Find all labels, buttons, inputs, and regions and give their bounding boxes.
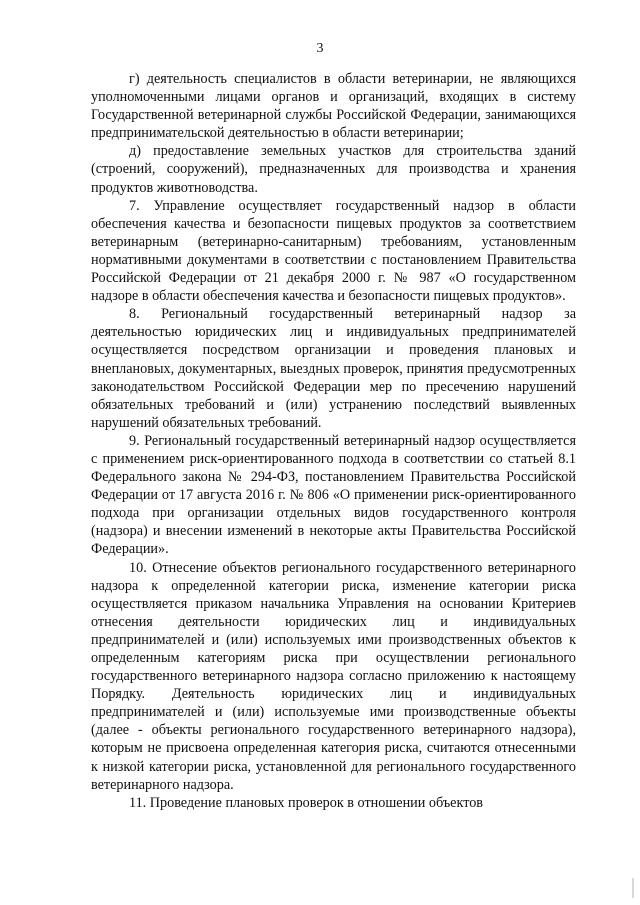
paragraph-subitem-g: г) деятельность специалистов в области ветеринарии, не являющихся уполномоченными лицами органов и организаций, входящих в систему Государственной ветеринарной службы Российской Федерации, занимающихся предпринимательской деятельностью в области ветеринарии; — [91, 71, 576, 142]
paragraph-subitem-d: д) предоставление земельных участков для строительства зданий (строений, сооружений), предназначенных для производства и хранения продуктов животноводства. — [91, 143, 576, 196]
paragraph-8: 8. Региональный государственный ветеринарный надзор за деятельностью юридических лиц и индивидуальных предпринимателей осуществляется посредством организации и проведения плановых и внеплановых, документарных, выездных проверок, принятия предусмотренных законодательством Российской Федерации мер по пресечению нарушений обязательных требований и (или) устранению последствий выявленных нарушений обязательных требований. — [91, 306, 576, 431]
page-number: 3 — [316, 41, 324, 56]
paragraph-7: 7. Управление осуществляет государственный надзор в области обеспечения качества и безопасности пищевых продуктов за соответствием ветеринарным (ветеринарно-санитарным) требованиям, установленным нормативными документами в соответствии с постановлением Правительства Российской Федерации от 21 декабря 2000 г. № 987 «О государственном надзоре в области обеспечения качества и безопасности пищевых продуктов». — [91, 197, 576, 305]
paragraph-10: 10. Отнесение объектов регионального государственного ветеринарного надзора к определенной категории риска, изменение категории риска осуществляется приказом начальника Управления на основании Критериев отнесения деятельности юридических лиц и индивидуальных предпринимателей и (или) используемых ими производственных объектов к определенным категориям риска при осуществлении регионального государственного ветеринарного надзора согласно приложению к настоящему Порядку. Деятельность юридических лиц и индивидуальных предпринимателей и (или) используемые ими производственные объекты (далее - объекты регионального государственного ветеринарного надзора), которым не присвоена определенная категория риска, считаются отнесенными к низкой категории риска, установленной для регионального государственного ветеринарного надзора. — [91, 559, 576, 793]
scan-edge-mark — [632, 878, 634, 898]
paragraph-11: 11. Проведение плановых проверок в отношении объектов — [129, 794, 483, 811]
document-body — [91, 70, 576, 812]
paragraph-9: 9. Региональный государственный ветеринарный надзор осуществляется с применением риск-ориентированного подхода в соответствии со статьей 8.1 Федерального закона № 294-ФЗ, постановлением Правительства Российской Федерации от 17 августа 2016 г. № 806 «О применении риск-ориентированного подхода при организации отдельных видов государственного контроля (надзора) и внесении изменений в некоторые акты Правительства Российской Федерации». — [91, 432, 576, 558]
